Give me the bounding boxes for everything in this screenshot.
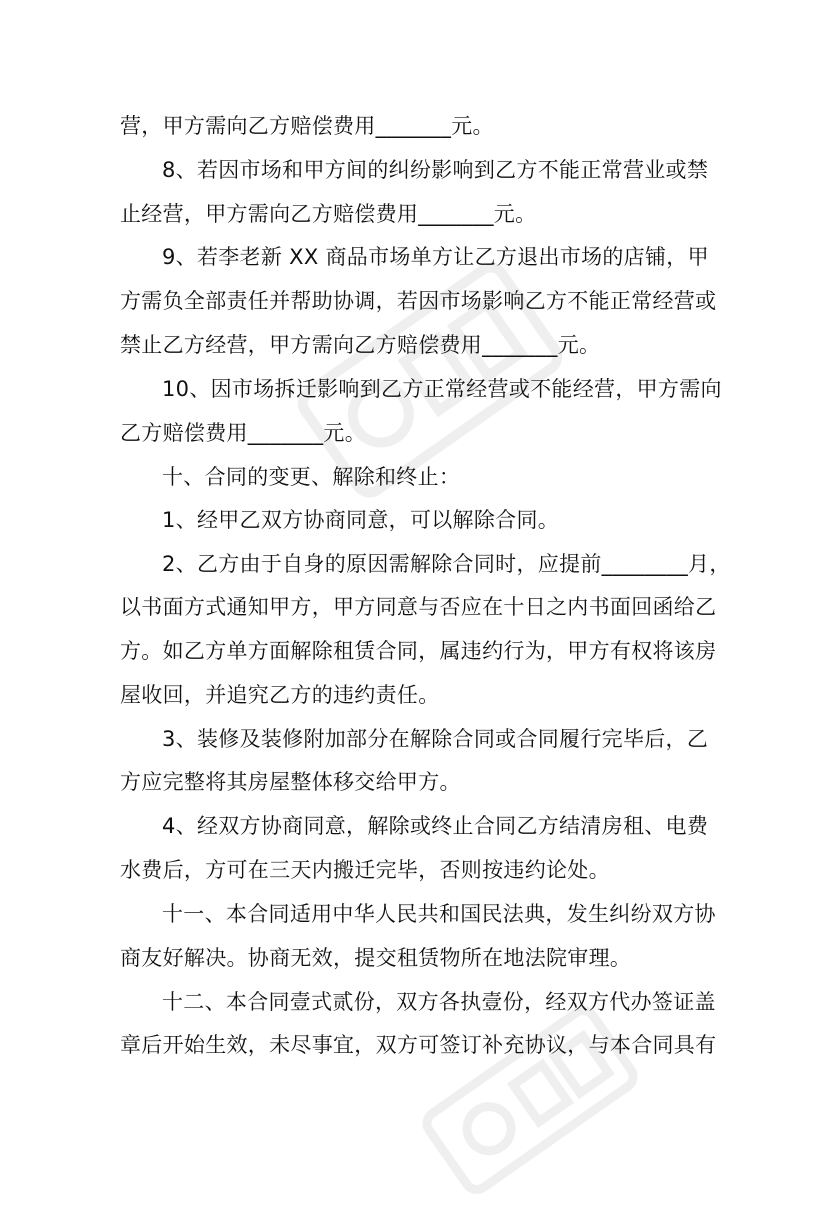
- text-line: 方应完整将其房屋整体移交给甲方。: [120, 770, 461, 794]
- text-line: 商友好解决。协商无效，提交租赁物所在地法院审理。: [120, 946, 632, 970]
- text-line: 3、装修及装修附加部分在解除合同或合同履行完毕后，乙: [162, 727, 709, 751]
- text-line: 十二、本合同壹式贰份，双方各执壹份，经双方代办签证盖: [162, 990, 716, 1014]
- text-line: 章后开始生效，未尽事宜，双方可签订补充协议，与本合同具有: [120, 1033, 717, 1057]
- section-heading: 十、合同的变更、解除和终止：: [162, 465, 461, 489]
- text-line: 止经营，甲方需向乙方赔偿费用_______元。: [120, 202, 537, 226]
- text-line: 2、乙方由于自身的原因需解除合同时，应提前________月，: [162, 552, 731, 576]
- text-line: 乙方赔偿费用_______元。: [120, 421, 366, 445]
- text-line: 9、若李老新 XX 商品市场单方让乙方退出市场的店铺，甲: [162, 245, 709, 269]
- text-line: 1、经甲乙双方协商同意，可以解除合同。: [162, 508, 560, 532]
- text-line: 8、若因市场和甲方间的纠纷影响到乙方不能正常营业或禁: [162, 158, 709, 182]
- text-line: 屋收回，并追究乙方的违约责任。: [120, 683, 440, 707]
- text-line: 禁止乙方经营，甲方需向乙方赔偿费用_______元。: [120, 333, 601, 357]
- text-line: 水费后，方可在三天内搬迁完毕，否则按违约论处。: [120, 858, 610, 882]
- text-line: 10、因市场拆迁影响到乙方正常经营或不能经营，甲方需向: [162, 377, 722, 401]
- text-line: 方。如乙方单方面解除租赁合同，属违约行为，甲方有权将该房: [120, 639, 717, 663]
- text-line: 以书面方式通知甲方，甲方同意与否应在十日之内书面回函给乙: [120, 595, 717, 619]
- watermark-logo-bottom: [405, 988, 654, 1212]
- text-line: 4、经双方协商同意，解除或终止合同乙方结清房租、电费: [162, 814, 709, 838]
- text-line: 方需负全部责任并帮助协调，若因市场影响乙方不能正常经营或: [120, 289, 717, 313]
- text-line: 十一、本合同适用中华人民共和国民法典，发生纠纷双方协: [162, 902, 716, 926]
- text-line: 营，甲方需向乙方赔偿费用_______元。: [120, 114, 494, 138]
